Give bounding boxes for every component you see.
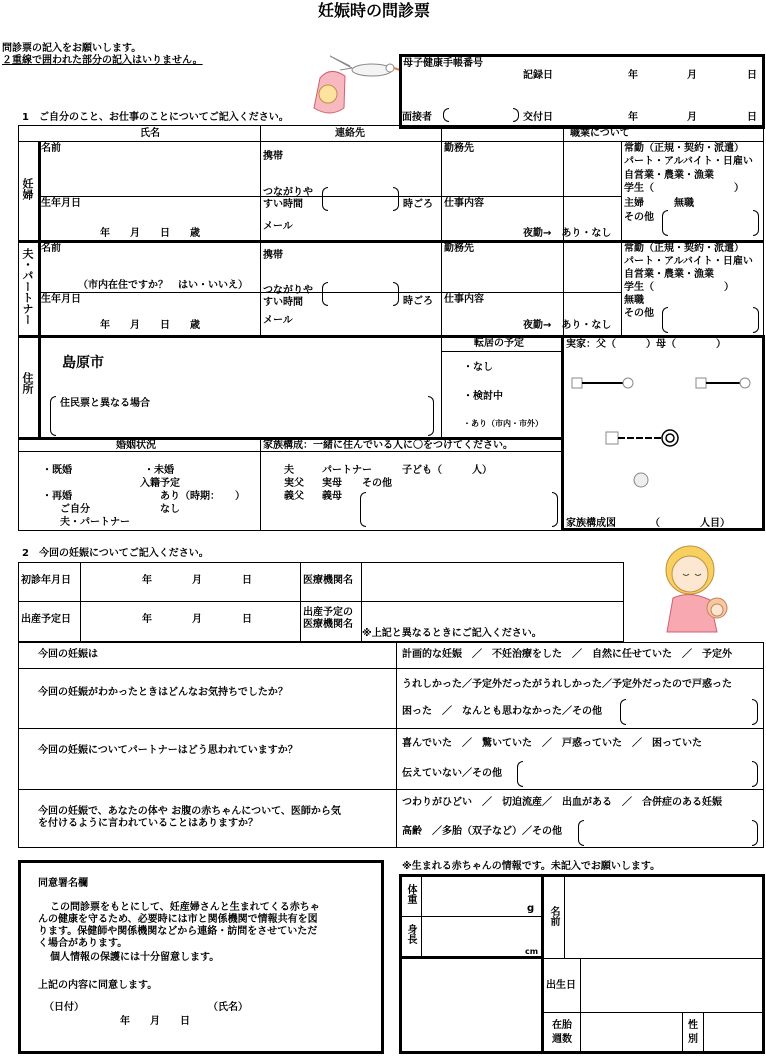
mother-dob-label: 生年月日 bbox=[41, 198, 81, 209]
partner-night-shift: 夜勤→ あり・なし bbox=[523, 320, 612, 331]
consent-title: 同意署名欄 bbox=[38, 878, 88, 889]
baby-weeks-label-2: 週数 bbox=[552, 1034, 572, 1045]
consent-date-label: （日付） bbox=[44, 1002, 84, 1013]
consent-body-5: 個人情報の保護には十分留意します。 bbox=[50, 952, 220, 963]
partner-job-type-5: 無職 bbox=[624, 295, 644, 306]
partner-workplace-label: 勤務先 bbox=[444, 243, 474, 254]
techo-issued-day: 日 bbox=[747, 112, 757, 123]
family-chart-count: （ 人目） bbox=[650, 518, 730, 529]
row-label-address: 住所 bbox=[21, 372, 34, 394]
mother-reachable-label-1: つながりや bbox=[263, 187, 313, 198]
parents-label: 実家：父（ ）母（ ） bbox=[566, 339, 726, 350]
page-title: 妊娠時の問診票 bbox=[318, 1, 431, 20]
partner-reachable-label-2: すい時間 bbox=[263, 297, 303, 308]
consent-name-label: （氏名） bbox=[208, 1002, 248, 1013]
partner-name-label: 名前 bbox=[41, 243, 61, 254]
family-tree-diagram-icon bbox=[568, 370, 762, 490]
mother-around-label: 時ごろ bbox=[403, 199, 433, 210]
move-plan-yes: ・あり（市内・市外） bbox=[463, 419, 543, 428]
consent-ymd: 年 月 日 bbox=[120, 1016, 190, 1027]
q4-text-1: 今回の妊娠で、あなたの体や お腹の赤ちゃんについて、医師から気 bbox=[38, 806, 341, 817]
marital-label: 婚姻状況 bbox=[116, 440, 156, 451]
marital-unmarried: ・未婚 bbox=[144, 465, 174, 476]
due-date-label: 出産予定日 bbox=[21, 614, 71, 625]
baby-height-unit: cm bbox=[525, 947, 539, 956]
partner-dob-label: 生年月日 bbox=[41, 294, 81, 305]
q2-text: 今回の妊娠がわかったときはどんなお気持ちでしたか？ bbox=[38, 687, 288, 698]
col-header-job: 職業について bbox=[570, 128, 630, 139]
partner-mobile-label: 携帯 bbox=[263, 250, 283, 261]
partner-job-type-6: その他 bbox=[624, 308, 654, 319]
partner-around-label: 時ごろ bbox=[403, 296, 433, 307]
marital-planned-yes: あり（時期： ） bbox=[160, 491, 245, 502]
mother-job-type-2: パート・アルバイト・日雇い bbox=[624, 156, 753, 167]
techo-issued-month: 月 bbox=[687, 112, 697, 123]
q2-answers-1: うれしかった／予定外だったがうれしかった／予定外だったので戸惑った bbox=[402, 679, 732, 690]
q2-answers-2: 困った ／ なんとも思わなかった／その他 bbox=[402, 706, 602, 717]
birth-clinic-label-1: 出産予定の bbox=[303, 607, 353, 618]
marital-partner: 夫・パートナー bbox=[60, 517, 130, 528]
col-header-contact: 連絡先 bbox=[335, 128, 365, 139]
family-children: 子ども（ 人） bbox=[402, 465, 492, 476]
q1-text: 今回の妊娠は bbox=[38, 649, 98, 660]
pregnant-woman-illustration-icon bbox=[655, 540, 755, 636]
techo-interviewer-label: 面接者 bbox=[402, 112, 432, 123]
consent-body-3: ります。保健師や関係機関などから連絡・訪問をさせていただ bbox=[38, 926, 318, 937]
mother-job-type-6: その他 bbox=[624, 212, 654, 223]
family-label: 家族構成：一緒に住んでいる人に〇をつけてください。 bbox=[263, 440, 513, 451]
partner-reachable-label-1: つながりや bbox=[263, 285, 313, 296]
section1-heading: 1 ご自分のこと、お仕事のことについてご記入ください。 bbox=[22, 112, 289, 123]
techo-number-label: 母子健康手帳番号 bbox=[403, 58, 483, 69]
row-label-pregnant: 妊婦 bbox=[21, 178, 34, 200]
col-header-name: 氏名 bbox=[140, 128, 160, 139]
techo-recorded-label: 記録日 bbox=[523, 70, 553, 81]
q3-answers-1: 喜んでいた ／ 驚いていた ／ 戸惑っていた ／ 困っていた bbox=[402, 738, 702, 749]
consent-body-2: んの健康を守るため、必要時には市と関係機関で情報共有を図 bbox=[38, 914, 318, 925]
techo-issued-label: 交付日 bbox=[523, 112, 553, 123]
row-label-partner: 夫・パートナー bbox=[21, 248, 34, 325]
partner-mail-label: メール bbox=[263, 315, 293, 326]
move-plan-considering: ・検討中 bbox=[463, 391, 503, 402]
q3-text: 今回の妊娠についてパートナーはどう思われていますか？ bbox=[38, 745, 298, 756]
birth-clinic-note: ※上記と異なるときにご記入ください。 bbox=[362, 628, 542, 639]
marital-married: ・既婚 bbox=[42, 465, 72, 476]
mother-mobile-label: 携帯 bbox=[263, 151, 283, 162]
partner-resident-question: （市内在住ですか？ はい・いいえ） bbox=[78, 280, 248, 291]
baby-sex-label-1: 性 bbox=[688, 1020, 698, 1031]
q4-text-2: を付けるように言われていることはありますか？ bbox=[38, 818, 258, 829]
baby-name-label: 名前 bbox=[548, 906, 559, 926]
family-mother-in-law: 義母 bbox=[322, 491, 342, 502]
partner-job-type-1: 常勤（正規・契約・派遣） bbox=[624, 243, 744, 254]
move-plan-none: ・なし bbox=[463, 362, 493, 373]
mother-name-label: 名前 bbox=[41, 143, 61, 154]
family-father: 実父 bbox=[284, 478, 304, 489]
marital-planned-no: なし bbox=[160, 504, 180, 515]
family-partner: パートナー bbox=[322, 465, 372, 476]
family-husband: 夫 bbox=[284, 465, 294, 476]
section2-heading: 2 今回の妊娠についてご記入ください。 bbox=[22, 548, 209, 559]
first-visit-ymd: 年 月 日 bbox=[142, 575, 252, 586]
consent-body-4: く場合があります。 bbox=[38, 938, 128, 949]
address-diff-label: 住民票と異なる場合 bbox=[60, 398, 150, 409]
partner-job-type-3: 自営業・農業・漁業 bbox=[624, 269, 714, 280]
mother-reachable-label-2: すい時間 bbox=[263, 199, 303, 210]
baby-heading: ※生まれる赤ちゃんの情報です。未記入でお願いします。 bbox=[402, 861, 661, 872]
mother-job-type-4: 学生（ ） bbox=[624, 183, 744, 194]
mother-job-type-3: 自営業・農業・漁業 bbox=[624, 170, 714, 181]
partner-job-type-2: パート・アルバイト・日雇い bbox=[624, 256, 753, 267]
baby-weight-label: 体重 bbox=[405, 884, 416, 904]
baby-weeks-label-1: 在胎 bbox=[552, 1020, 572, 1031]
partner-job-type-4: 学生（ ） bbox=[624, 282, 734, 293]
consent-body-1: この問診票をもとにして、妊産婦さんと生まれてくる赤ちゃ bbox=[50, 902, 320, 913]
mother-job-type-1: 常勤（正規・契約・派遣） bbox=[624, 143, 744, 154]
mother-mail-label: メール bbox=[263, 221, 293, 232]
note-line-1: 問診票の記入をお願いします。 bbox=[2, 43, 142, 54]
family-father-in-law: 義父 bbox=[284, 491, 304, 502]
first-visit-label: 初診年月日 bbox=[21, 575, 71, 586]
mother-work-content-label: 仕事内容 bbox=[444, 198, 484, 209]
stork-illustration-icon bbox=[300, 48, 400, 118]
q1-answers: 計画的な妊娠 ／ 不妊治療をした ／ 自然に任せていた ／ 予定外 bbox=[402, 649, 732, 660]
marital-self: ご自分 bbox=[60, 504, 90, 515]
techo-recorded-year: 年 bbox=[628, 70, 638, 81]
marital-remarried: ・再婚 bbox=[42, 491, 72, 502]
note-line-2: ２重線で囲われた部分の記入はいりません。 bbox=[2, 55, 203, 66]
family-mother: 実母 bbox=[322, 478, 342, 489]
q3-answers-2: 伝えていない／その他 bbox=[402, 768, 502, 779]
mother-dob-fields: 年 月 日 歳 bbox=[100, 228, 200, 239]
mother-night-shift: 夜勤→ あり・なし bbox=[523, 228, 612, 239]
baby-height-label: 身長 bbox=[405, 924, 416, 944]
partner-work-content-label: 仕事内容 bbox=[444, 294, 484, 305]
move-plan-label: 転居の予定 bbox=[474, 338, 524, 349]
techo-issued-year: 年 bbox=[628, 112, 638, 123]
interviewer-bracket-left bbox=[443, 108, 449, 122]
consent-agree: 上記の内容に同意します。 bbox=[38, 980, 158, 991]
family-other: その他 bbox=[362, 478, 392, 489]
family-chart-label: 家族構成図 bbox=[566, 518, 616, 529]
mother-job-type-5: 主婦 無職 bbox=[624, 198, 694, 209]
baby-info-box bbox=[399, 874, 765, 1054]
partner-dob-fields: 年 月 日 歳 bbox=[100, 320, 200, 331]
clinic-label: 医療機関名 bbox=[303, 575, 353, 586]
baby-birthdate-label: 出生日 bbox=[546, 980, 576, 991]
techo-recorded-month: 月 bbox=[687, 70, 697, 81]
due-date-ymd: 年 月 日 bbox=[142, 614, 252, 625]
baby-weight-unit: g bbox=[527, 903, 535, 914]
q4-answers-2: 高齢 ／多胎（双子など）／その他 bbox=[402, 826, 562, 837]
marital-planned: 入籍予定 bbox=[140, 478, 180, 489]
birth-clinic-label-2: 医療機関名 bbox=[303, 619, 353, 630]
baby-sex-label-2: 別 bbox=[688, 1034, 698, 1045]
q4-answers-1: つわりがひどい ／ 切迫流産／ 出血がある ／ 合併症のある妊娠 bbox=[402, 797, 722, 808]
techo-recorded-day: 日 bbox=[747, 70, 757, 81]
address-city: 島原市 bbox=[62, 355, 104, 371]
mother-workplace-label: 勤務先 bbox=[444, 143, 474, 154]
